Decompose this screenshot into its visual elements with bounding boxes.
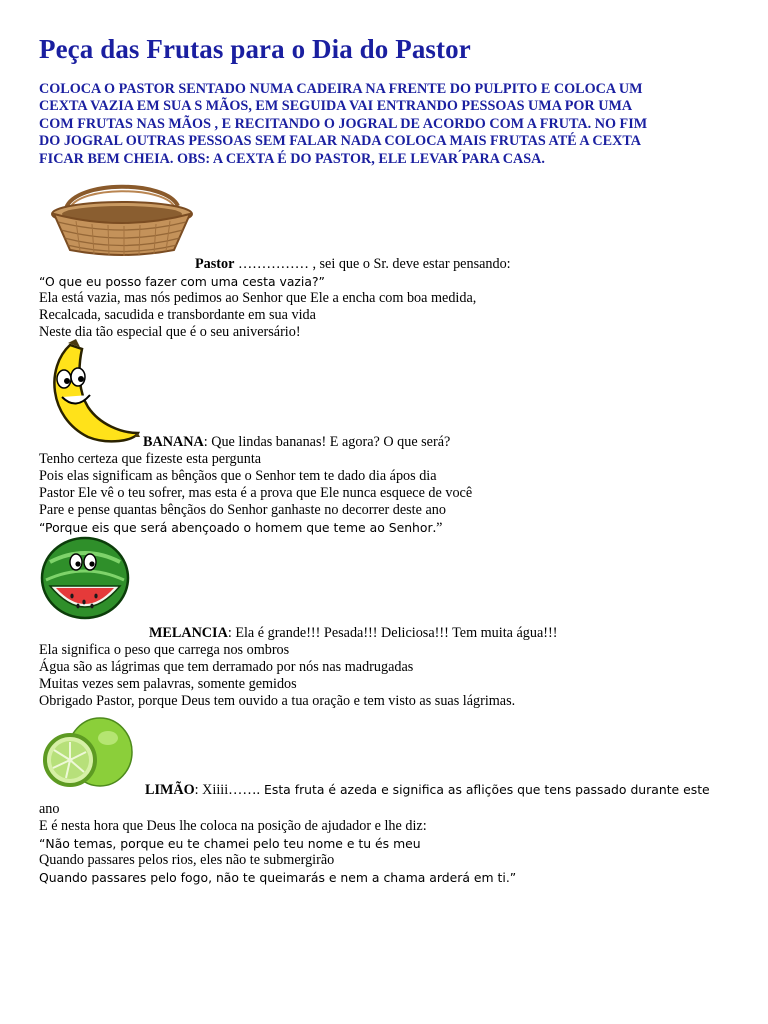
pastor-line: Recalcada, sacudida e transbordante em sua vida <box>39 307 316 323</box>
banana-section <box>39 434 739 537</box>
banana-line: Tenho certeza que fizeste esta pergunta <box>39 451 262 467</box>
instructions-paragraph <box>39 81 739 168</box>
limao-line: Quando passares pelos rios, eles não te submergirão <box>39 852 335 868</box>
melancia-line: Obrigado Pastor, porque Deus tem ouvido a tua oração e tem visto as suas lágrimas. <box>39 693 516 709</box>
banana-intro: : Que lindas bananas! E agora? O que será? <box>203 434 451 450</box>
pastor-line: Ela está vazia, mas nós pedimos ao Senhor que Ele a encha com boa medida, <box>39 290 477 306</box>
melancia-line: Ela significa o peso que carrega nos ombros <box>39 642 290 658</box>
instruction-line: FICAR BEM CHEIA. OBS: A CEXTA É DO PASTOR, ELE LEVAR ́PARA CASA. <box>39 150 545 167</box>
banana-quote: “Porque eis que será abençoado o homem que teme ao Senhor <box>39 520 433 535</box>
smiling-watermelon-image <box>40 536 130 620</box>
instruction-line: DO JOGRAL OUTRAS PESSOAS SEM FALAR NADA COLOCA MAIS FRUTAS ATÉ A CEXTA <box>39 133 642 150</box>
limao-intro: : Xiiii……. <box>194 782 261 798</box>
instruction-line: COLOCA O PASTOR SENTADO NUMA CADEIRA NA FRENTE DO PULPITO E COLOCA UM <box>39 81 643 97</box>
melancia-intro: : Ela é grande!!! Pesada!!! Deliciosa!!! Tem muita água!!! <box>227 625 558 641</box>
banana-line: Pastor Ele vê o teu sofrer, mas esta é a prova que Ele nunca esquece de você <box>39 485 473 501</box>
banana-line: Pois elas significam as bênçãos que o Senhor tem te dado dia ápos dia <box>39 468 437 484</box>
speaker-banana: BANANA <box>143 434 204 450</box>
pastor-quote: “O que eu posso fazer com uma cesta vazia?” <box>39 274 325 289</box>
page-title: Peça das Frutas para o Dia do Pastor <box>39 34 471 64</box>
melancia-line: Muitas vezes sem palavras, somente gemidos <box>39 676 297 692</box>
limao-quote-line: “Não temas, porque eu te chamei pelo teu nome e tu és meu <box>39 836 421 851</box>
pastor-intro-line <box>39 256 739 273</box>
melancia-line: Água são as lágrimas que tem derramado por nós nas madrugadas <box>39 659 414 675</box>
wicker-basket-image <box>46 176 196 258</box>
banana-quote-line <box>39 519 739 537</box>
limao-line: E é nesta hora que Deus lhe coloca na posição de ajudador e lhe diz: <box>39 818 427 834</box>
banana-quote-end: .” <box>432 520 443 536</box>
limao-intro-line <box>39 781 739 799</box>
limao-section <box>39 781 739 886</box>
melancia-section <box>39 625 739 710</box>
banana-line: Pare e pense quantas bênçãos do Senhor ganhaste no decorrer deste ano <box>39 502 446 518</box>
pastor-intro: …………… , sei que o Sr. deve estar pensando: <box>234 256 511 272</box>
speaker-melancia: MELANCIA <box>149 625 228 641</box>
smiling-banana-image <box>38 337 142 445</box>
limao-wrap-line: ano <box>39 801 60 817</box>
pastor-line: Neste dia tão especial que é o seu aniversário! <box>39 324 301 340</box>
instruction-line: CEXTA VAZIA EM SUA S MÃOS, EM SEGUIDA VAI ENTRANDO PESSOAS UMA POR UMA <box>39 98 633 115</box>
pastor-section <box>39 256 739 341</box>
limao-last-line: Quando passares pelo fogo, não te queimarás e nem a chama arderá em ti.” <box>39 870 517 885</box>
banana-intro-line <box>39 434 739 451</box>
melancia-intro-line <box>39 625 739 642</box>
instruction-line: COM FRUTAS NAS MÃOS , E RECITANDO O JOGRAL DE ACORDO COM A FRUTA. NO FIM <box>39 115 648 132</box>
limao-intro-sans: Esta fruta é azeda e significa as aflições que tens passado durante este <box>260 782 710 797</box>
speaker-limao: LIMÃO <box>145 782 195 798</box>
speaker-pastor: Pastor <box>195 256 235 272</box>
